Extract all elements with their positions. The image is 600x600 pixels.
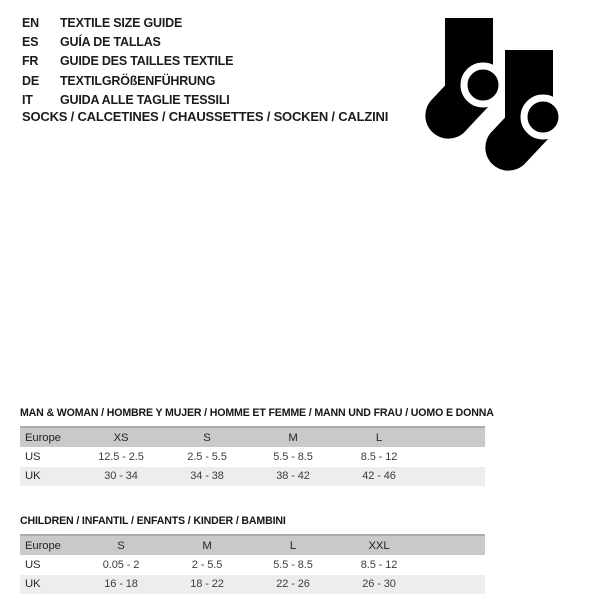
column-header-filler — [422, 427, 485, 447]
language-code: EN — [22, 15, 39, 30]
size-cell: 2.5 - 5.5 — [187, 450, 227, 463]
language-label: TEXTILE SIZE GUIDE — [60, 15, 183, 30]
column-header: S — [117, 539, 125, 552]
language-label: GUIDA ALLE TAGLIE TESSILI — [60, 93, 230, 108]
language-row-es — [22, 32, 233, 51]
column-header: Europe — [25, 431, 61, 444]
size-cell: 16 - 18 — [104, 578, 138, 591]
column-header: L — [289, 539, 297, 552]
size-cell: 2 - 5.5 — [191, 558, 223, 571]
column-header: M — [202, 539, 212, 552]
language-row-fr — [22, 52, 233, 71]
size-cell: 5.5 - 8.5 — [273, 450, 313, 463]
size-cell-filler — [422, 555, 485, 575]
size-table — [20, 534, 485, 594]
size-cell: 12.5 - 2.5 — [98, 450, 144, 463]
socks-icon — [420, 12, 570, 177]
size-cell-filler — [422, 467, 485, 487]
column-header: Europe — [25, 539, 61, 552]
table-row-uk — [20, 575, 485, 595]
size-cell: 34 - 38 — [190, 470, 224, 483]
size-cell-filler — [422, 447, 485, 467]
language-code: ES — [22, 35, 39, 50]
size-cell: 8.5 - 12 — [360, 558, 398, 571]
size-table — [20, 426, 485, 486]
language-row-en — [22, 13, 233, 32]
size-cell: 8.5 - 12 — [360, 450, 398, 463]
language-label: TEXTILGRÖßENFÜHRUNG — [60, 73, 216, 88]
size-cell: 30 - 34 — [104, 470, 138, 483]
language-row-it — [22, 91, 233, 110]
sock-back — [425, 18, 502, 139]
table-header-row — [20, 535, 485, 555]
size-cell: 38 - 42 — [276, 470, 310, 483]
column-header-filler — [422, 535, 485, 555]
language-row-de — [22, 71, 233, 90]
column-header: XXL — [368, 539, 390, 552]
language-code: FR — [22, 54, 39, 69]
category-title: SOCKS / CALCETINES / CHAUSSETTES / SOCKEN / CALZINI — [22, 109, 389, 124]
row-label: UK — [25, 578, 41, 591]
size-cell: 22 - 26 — [276, 578, 310, 591]
column-header: L — [375, 431, 383, 444]
table-row-us — [20, 447, 485, 467]
column-header: XS — [113, 431, 129, 444]
table-row-uk — [20, 467, 485, 487]
language-code: DE — [22, 73, 39, 88]
size-cell: 42 - 46 — [362, 470, 396, 483]
table-row-us — [20, 555, 485, 575]
size-cell: 26 - 30 — [362, 578, 396, 591]
row-label: US — [25, 558, 41, 571]
language-label: GUÍA DE TALLAS — [60, 35, 161, 50]
table-title: MAN & WOMAN / HOMBRE Y MUJER / HOMME ET FEMME / MANN UND FRAU / UOMO E DONNA — [20, 407, 494, 419]
size-table-adults — [20, 406, 494, 486]
row-label: UK — [25, 470, 41, 483]
size-table-children — [20, 514, 485, 594]
language-label: GUIDE DES TAILLES TEXTILE — [60, 54, 234, 69]
table-header-row — [20, 427, 485, 447]
row-label: US — [25, 450, 41, 463]
size-cell: 5.5 - 8.5 — [273, 558, 313, 571]
language-list — [22, 13, 233, 110]
column-header: S — [203, 431, 211, 444]
size-cell: 0.05 - 2 — [102, 558, 140, 571]
size-cell: 18 - 22 — [190, 578, 224, 591]
socks-icon-svg — [420, 12, 570, 177]
column-header: M — [288, 431, 298, 444]
language-code: IT — [22, 93, 33, 108]
table-title: CHILDREN / INFANTIL / ENFANTS / KINDER / BAMBINI — [20, 515, 286, 527]
size-cell-filler — [422, 575, 485, 595]
